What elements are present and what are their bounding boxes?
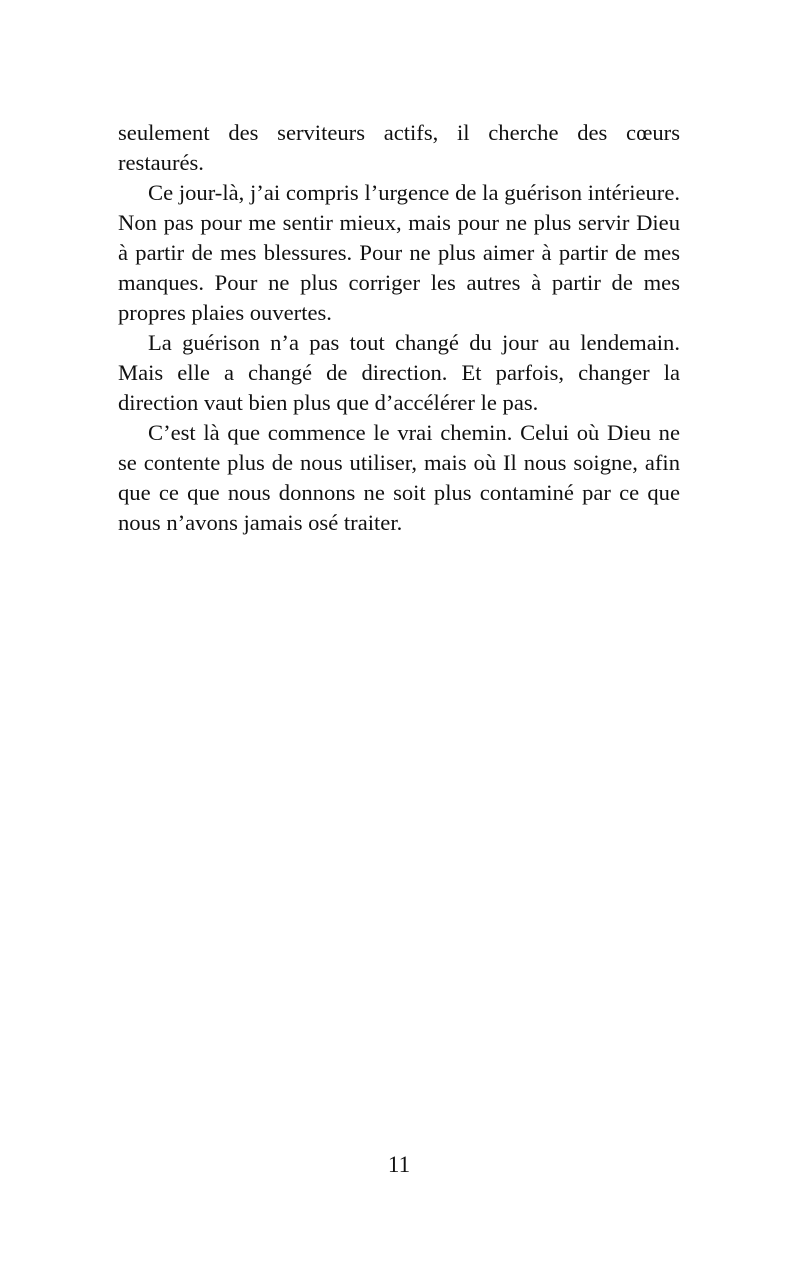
paragraph-continuation: seulement des serviteurs actifs, il cherche des cœurs restaurés.: [118, 120, 680, 175]
paragraph: Ce jour-là, j’ai compris l’urgence de la guérison intérieure. Non pas pour me sentir mieux, mais pour ne plus servir Dieu à partir de mes blessures. Pour ne plus aimer à partir de mes manques. Pour ne plus corriger les autres à partir de mes propres plaies ouvertes.: [118, 180, 680, 325]
page-number: 11: [387, 1152, 411, 1177]
body-text: [118, 118, 680, 538]
paragraph: C’est là que commence le vrai chemin. Celui où Dieu ne se contente plus de nous utiliser, mais où Il nous soigne, afin que ce que nous donnons ne soit plus contaminé par ce que nous n’avons jamais osé traiter.: [118, 420, 680, 535]
paragraph: La guérison n’a pas tout changé du jour au lendemain. Mais elle a changé de direction. Et parfois, changer la direction vaut bien plus que d’accélérer le pas.: [118, 330, 680, 415]
